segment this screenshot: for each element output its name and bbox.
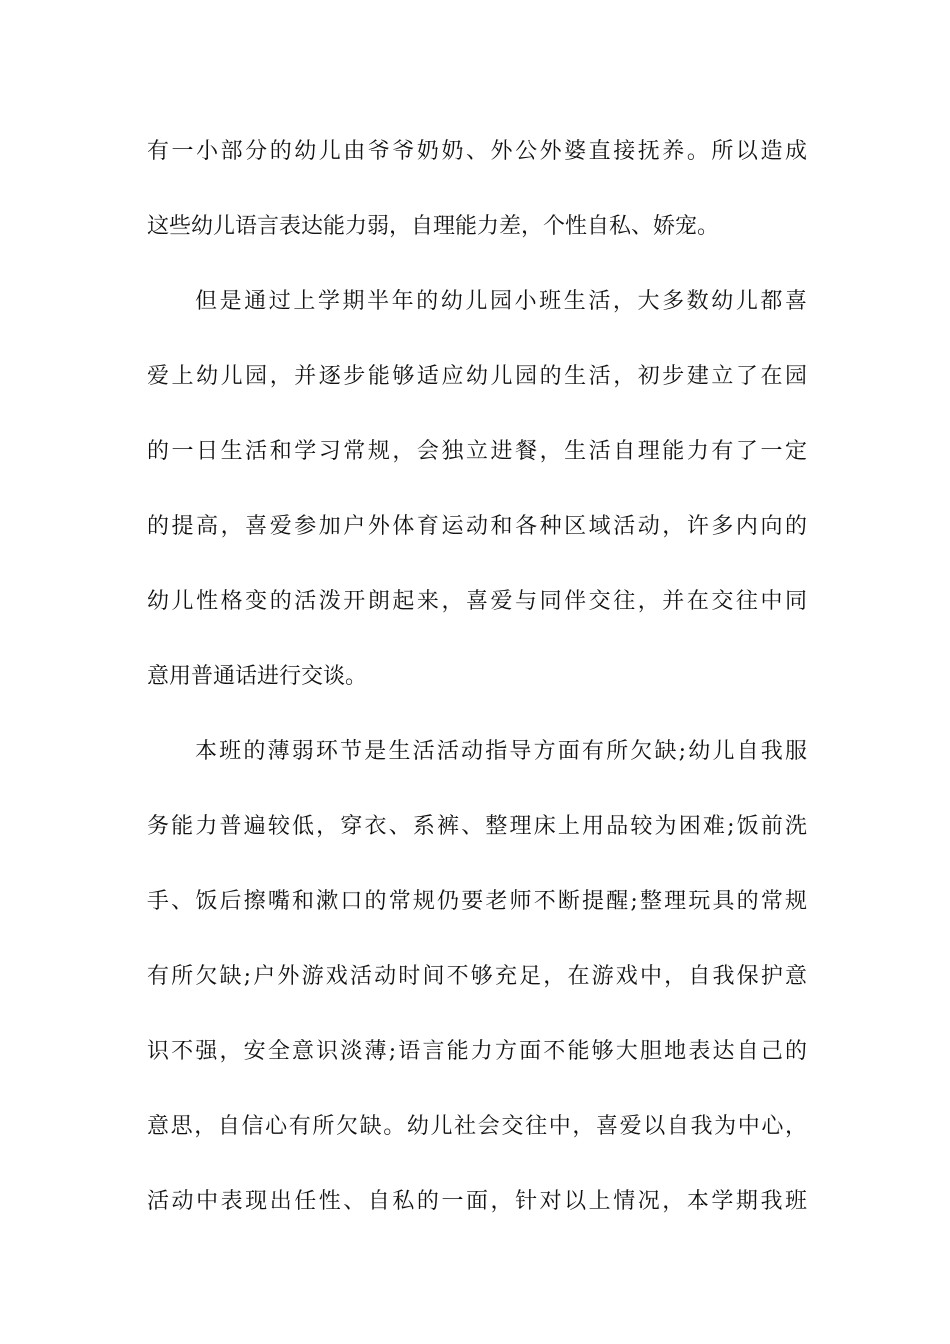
text-line: 意思，自信心有所欠缺。幼儿社会交往中，喜爱以自我为中心， [147, 1114, 807, 1139]
text-line: 意用普通话进行交谈。 [147, 664, 368, 689]
text-line: 务能力普遍较低，穿衣、系裤、整理床上用品较为困难;饭前洗 [147, 814, 807, 839]
text-line: 的提高，喜爱参加户外体育运动和各种区域活动，许多内向的 [147, 514, 807, 539]
text-line: 活动中表现出任性、自私的一面，针对以上情况，本学期我班 [147, 1189, 807, 1214]
text-line: 有一小部分的幼儿由爷爷奶奶、外公外婆直接抚养。所以造成 [147, 139, 807, 164]
paragraph-first-line: 本班的薄弱环节是生活活动指导方面有所欠缺;幼儿自我服 [195, 739, 807, 764]
text-line: 爱上幼儿园，并逐步能够适应幼儿园的生活，初步建立了在园 [147, 364, 807, 389]
paragraph-first-line: 但是通过上学期半年的幼儿园小班生活，大多数幼儿都喜 [195, 289, 807, 314]
text-line: 手、饭后擦嘴和漱口的常规仍要老师不断提醒;整理玩具的常规 [147, 889, 807, 914]
text-line: 识不强，安全意识淡薄;语言能力方面不能够大胆地表达自己的 [147, 1039, 807, 1064]
text-line: 有所欠缺;户外游戏活动时间不够充足，在游戏中，自我保护意 [147, 964, 807, 989]
text-line: 这些幼儿语言表达能力弱，自理能力差，个性自私、娇宠。 [147, 214, 720, 239]
text-line: 的一日生活和学习常规，会独立进餐，生活自理能力有了一定 [147, 439, 807, 464]
text-line: 幼儿性格变的活泼开朗起来，喜爱与同伴交往，并在交往中同 [147, 589, 807, 614]
